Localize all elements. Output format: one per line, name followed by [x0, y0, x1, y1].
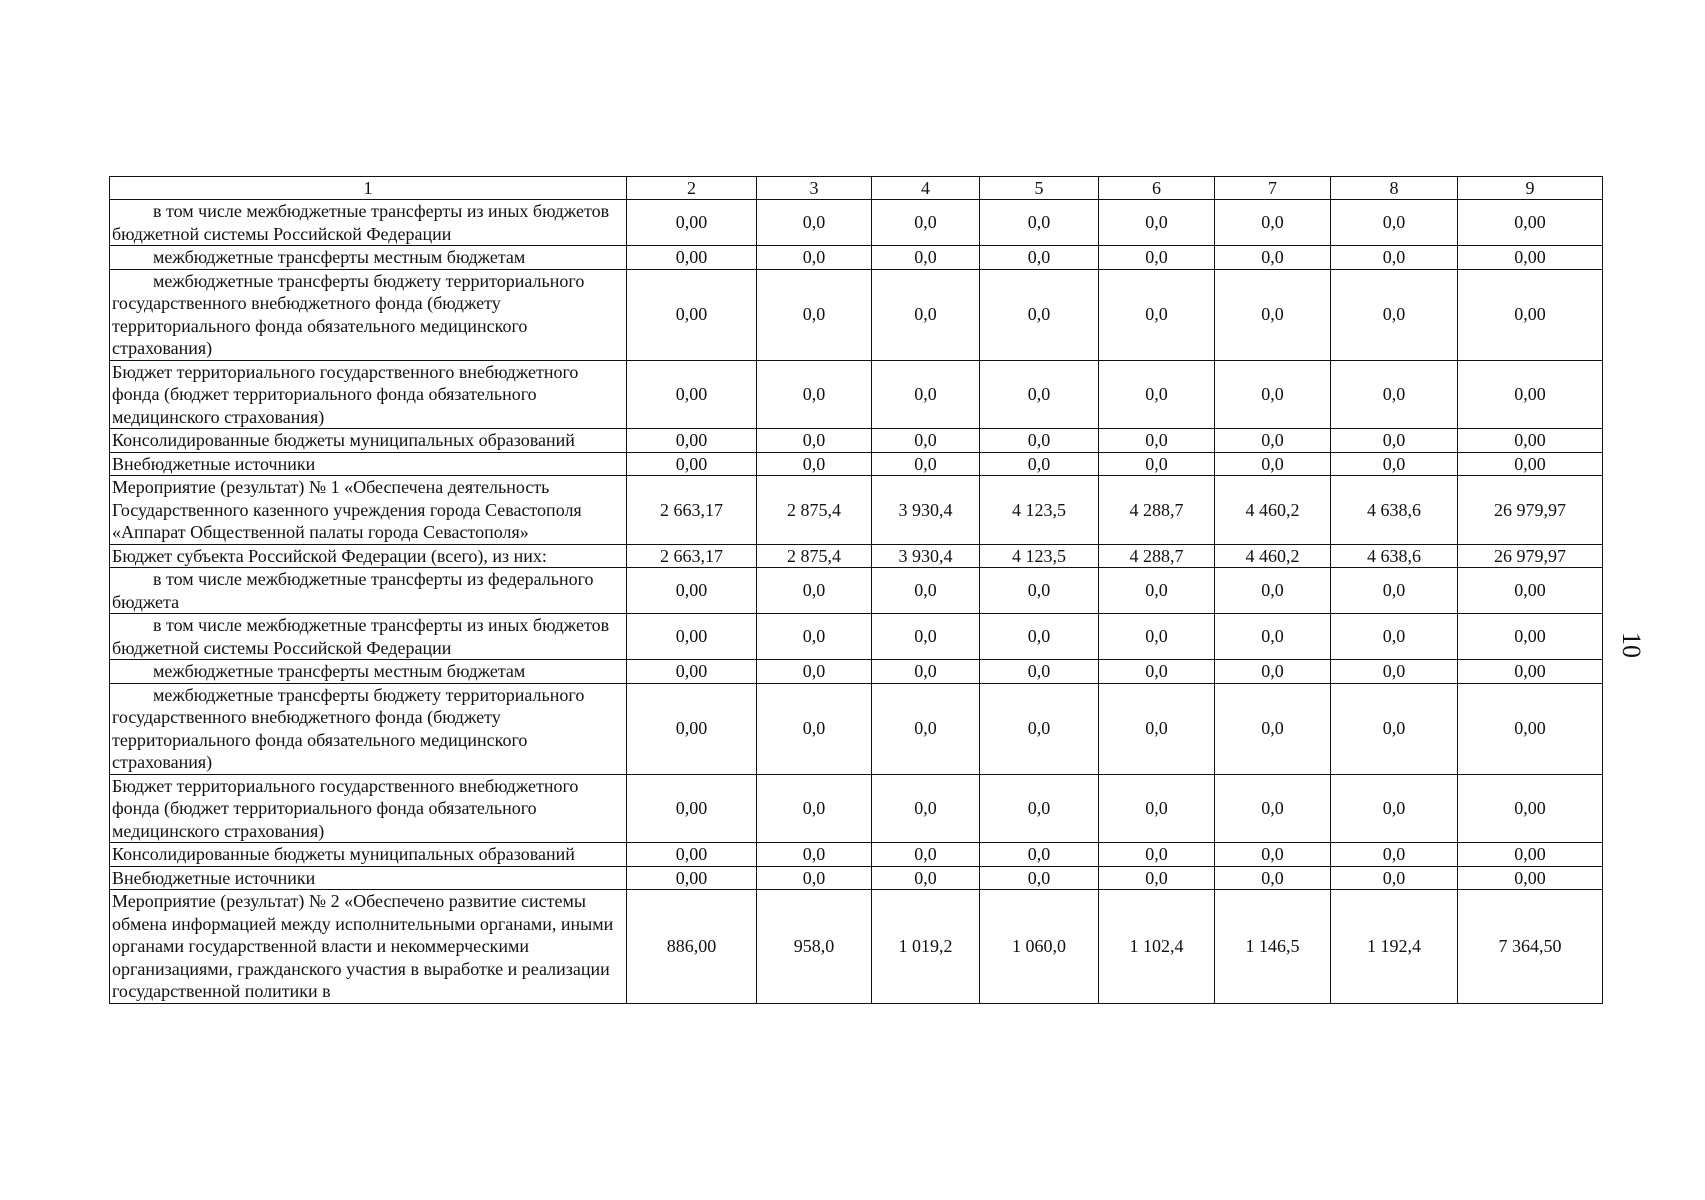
value-cell: 0,00	[1458, 269, 1603, 360]
value-cell: 0,00	[627, 452, 757, 476]
table-row	[110, 269, 1603, 360]
value-cell: 0,0	[1099, 568, 1215, 614]
value-cell: 0,0	[872, 568, 980, 614]
value-cell: 0,0	[1331, 660, 1458, 684]
row-label: в том числе межбюджетные трансферты из иных бюджетов бюджетной системы Российской Федерации	[110, 200, 627, 246]
value-cell: 0,0	[1331, 774, 1458, 843]
value-cell: 7 364,50	[1458, 890, 1603, 1004]
value-cell: 0,00	[1458, 246, 1603, 270]
value-cell: 0,0	[1215, 269, 1331, 360]
value-cell: 0,0	[980, 246, 1099, 270]
value-cell: 1 102,4	[1099, 890, 1215, 1004]
value-cell: 0,0	[757, 360, 872, 429]
value-cell: 0,0	[980, 429, 1099, 453]
value-cell: 0,00	[627, 774, 757, 843]
value-cell: 0,0	[757, 452, 872, 476]
value-cell: 0,0	[980, 360, 1099, 429]
value-cell: 0,0	[1099, 269, 1215, 360]
value-cell: 0,0	[1215, 246, 1331, 270]
table-row	[110, 452, 1603, 476]
value-cell: 0,0	[872, 843, 980, 867]
value-cell: 0,0	[1331, 866, 1458, 890]
value-cell: 0,00	[1458, 452, 1603, 476]
value-cell: 0,0	[1099, 614, 1215, 660]
value-cell: 0,0	[1099, 843, 1215, 867]
value-cell: 0,0	[1331, 360, 1458, 429]
value-cell: 0,00	[1458, 200, 1603, 246]
value-cell: 4 638,6	[1331, 476, 1458, 545]
table-row	[110, 866, 1603, 890]
value-cell: 0,0	[1215, 683, 1331, 774]
column-number: 9	[1458, 177, 1603, 200]
value-cell: 0,0	[1215, 660, 1331, 684]
value-cell: 958,0	[757, 890, 872, 1004]
value-cell: 0,0	[1331, 614, 1458, 660]
value-cell: 0,0	[1099, 429, 1215, 453]
row-label: Мероприятие (результат) № 2 «Обеспечено развитие системы обмена информацией между исполнительными органами, иными органами государственной власти и некоммерческими организациями, гражданского участия в выработке и реализации государственной политики в	[110, 890, 627, 1004]
column-number-row	[110, 177, 1603, 200]
value-cell: 0,00	[1458, 843, 1603, 867]
value-cell: 0,0	[757, 614, 872, 660]
value-cell: 2 875,4	[757, 476, 872, 545]
value-cell: 0,00	[1458, 774, 1603, 843]
page-number: 10	[1617, 632, 1646, 658]
value-cell: 0,0	[1331, 246, 1458, 270]
value-cell: 0,0	[1331, 200, 1458, 246]
row-label: Консолидированные бюджеты муниципальных образований	[110, 429, 627, 453]
column-number: 3	[757, 177, 872, 200]
value-cell: 0,0	[872, 200, 980, 246]
value-cell: 0,0	[1099, 866, 1215, 890]
value-cell: 0,00	[1458, 866, 1603, 890]
value-cell: 0,0	[872, 660, 980, 684]
value-cell: 0,0	[1215, 452, 1331, 476]
value-cell: 0,00	[1458, 614, 1603, 660]
value-cell: 1 192,4	[1331, 890, 1458, 1004]
value-cell: 0,00	[627, 269, 757, 360]
value-cell: 0,0	[1215, 614, 1331, 660]
value-cell: 0,0	[1215, 843, 1331, 867]
row-label: Консолидированные бюджеты муниципальных образований	[110, 843, 627, 867]
value-cell: 0,0	[1331, 683, 1458, 774]
value-cell: 1 146,5	[1215, 890, 1331, 1004]
column-number: 5	[980, 177, 1099, 200]
value-cell: 0,0	[1215, 200, 1331, 246]
row-label: межбюджетные трансферты местным бюджетам	[110, 246, 627, 270]
row-label: Бюджет субъекта Российской Федерации (всего), из них:	[110, 544, 627, 568]
value-cell: 0,0	[1215, 866, 1331, 890]
value-cell: 0,00	[1458, 568, 1603, 614]
value-cell: 0,0	[980, 269, 1099, 360]
value-cell: 0,00	[1458, 360, 1603, 429]
budget-table	[109, 176, 1603, 1004]
value-cell: 0,0	[1099, 360, 1215, 429]
value-cell: 2 663,17	[627, 476, 757, 545]
value-cell: 0,0	[980, 614, 1099, 660]
table-row	[110, 843, 1603, 867]
value-cell: 0,0	[757, 429, 872, 453]
row-label: Внебюджетные источники	[110, 866, 627, 890]
value-cell: 0,00	[627, 843, 757, 867]
value-cell: 0,0	[980, 568, 1099, 614]
value-cell: 0,0	[757, 660, 872, 684]
column-number: 8	[1331, 177, 1458, 200]
value-cell: 0,0	[1099, 452, 1215, 476]
table-body	[110, 177, 1603, 1004]
value-cell: 0,0	[980, 774, 1099, 843]
value-cell: 0,00	[627, 866, 757, 890]
table-row	[110, 568, 1603, 614]
row-label: Бюджет территориального государственного внебюджетного фонда (бюджет территориального фонда обязательного медицинского страхования)	[110, 774, 627, 843]
value-cell: 0,0	[872, 429, 980, 453]
value-cell: 0,0	[757, 269, 872, 360]
value-cell: 0,0	[872, 683, 980, 774]
column-number: 4	[872, 177, 980, 200]
value-cell: 0,0	[872, 614, 980, 660]
column-number: 1	[110, 177, 627, 200]
value-cell: 26 979,97	[1458, 544, 1603, 568]
value-cell: 4 123,5	[980, 476, 1099, 545]
value-cell: 0,0	[1215, 429, 1331, 453]
value-cell: 0,0	[872, 452, 980, 476]
value-cell: 2 875,4	[757, 544, 872, 568]
value-cell: 4 460,2	[1215, 476, 1331, 545]
value-cell: 0,0	[1331, 269, 1458, 360]
value-cell: 0,00	[1458, 660, 1603, 684]
value-cell: 0,0	[980, 452, 1099, 476]
row-label: межбюджетные трансферты бюджету территориального государственного внебюджетного фонда (бюджету территориального фонда обязательного медицинского страхования)	[110, 269, 627, 360]
column-number: 7	[1215, 177, 1331, 200]
value-cell: 4 123,5	[980, 544, 1099, 568]
table-row	[110, 774, 1603, 843]
value-cell: 0,0	[1099, 683, 1215, 774]
table-row	[110, 200, 1603, 246]
table-row	[110, 660, 1603, 684]
value-cell: 0,0	[872, 246, 980, 270]
value-cell: 0,0	[1331, 452, 1458, 476]
value-cell: 0,0	[1215, 568, 1331, 614]
value-cell: 26 979,97	[1458, 476, 1603, 545]
value-cell: 0,0	[1099, 660, 1215, 684]
value-cell: 0,0	[872, 774, 980, 843]
value-cell: 0,0	[1331, 568, 1458, 614]
value-cell: 0,00	[627, 429, 757, 453]
row-label: межбюджетные трансферты местным бюджетам	[110, 660, 627, 684]
table-row	[110, 476, 1603, 545]
value-cell: 3 930,4	[872, 544, 980, 568]
value-cell: 3 930,4	[872, 476, 980, 545]
value-cell: 0,00	[1458, 429, 1603, 453]
value-cell: 0,00	[1458, 683, 1603, 774]
value-cell: 0,0	[1099, 774, 1215, 843]
value-cell: 0,00	[627, 683, 757, 774]
value-cell: 0,0	[757, 568, 872, 614]
table-row	[110, 683, 1603, 774]
value-cell: 2 663,17	[627, 544, 757, 568]
value-cell: 0,0	[872, 360, 980, 429]
value-cell: 886,00	[627, 890, 757, 1004]
row-label: Мероприятие (результат) № 1 «Обеспечена деятельность Государственного казенного учреждения города Севастополя «Аппарат Общественной палаты города Севастополя»	[110, 476, 627, 545]
table-row	[110, 246, 1603, 270]
value-cell: 4 638,6	[1331, 544, 1458, 568]
value-cell: 0,0	[1215, 360, 1331, 429]
table-row	[110, 544, 1603, 568]
table-row	[110, 360, 1603, 429]
value-cell: 1 060,0	[980, 890, 1099, 1004]
value-cell: 0,00	[627, 200, 757, 246]
value-cell: 0,0	[980, 200, 1099, 246]
value-cell: 0,0	[1331, 429, 1458, 453]
row-label: межбюджетные трансферты бюджету территориального государственного внебюджетного фонда (бюджету территориального фонда обязательного медицинского страхования)	[110, 683, 627, 774]
value-cell: 0,0	[980, 843, 1099, 867]
value-cell: 0,0	[757, 774, 872, 843]
table-row	[110, 614, 1603, 660]
value-cell: 0,0	[1099, 246, 1215, 270]
value-cell: 0,0	[872, 866, 980, 890]
value-cell: 4 288,7	[1099, 544, 1215, 568]
value-cell: 0,0	[1099, 200, 1215, 246]
column-number: 6	[1099, 177, 1215, 200]
value-cell: 0,0	[980, 683, 1099, 774]
column-number: 2	[627, 177, 757, 200]
value-cell: 0,0	[757, 843, 872, 867]
value-cell: 0,0	[980, 866, 1099, 890]
value-cell: 0,0	[757, 246, 872, 270]
value-cell: 0,0	[757, 683, 872, 774]
value-cell: 4 460,2	[1215, 544, 1331, 568]
value-cell: 0,0	[980, 660, 1099, 684]
value-cell: 0,0	[757, 200, 872, 246]
row-label: Бюджет территориального государственного внебюджетного фонда (бюджет территориального фонда обязательного медицинского страхования)	[110, 360, 627, 429]
row-label: в том числе межбюджетные трансферты из федерального бюджета	[110, 568, 627, 614]
value-cell: 0,00	[627, 660, 757, 684]
row-label: Внебюджетные источники	[110, 452, 627, 476]
value-cell: 0,0	[1331, 843, 1458, 867]
value-cell: 0,00	[627, 246, 757, 270]
value-cell: 1 019,2	[872, 890, 980, 1004]
value-cell: 0,0	[1215, 774, 1331, 843]
value-cell: 0,0	[872, 269, 980, 360]
table-row	[110, 429, 1603, 453]
value-cell: 0,0	[757, 866, 872, 890]
value-cell: 0,00	[627, 614, 757, 660]
value-cell: 0,00	[627, 568, 757, 614]
row-label: в том числе межбюджетные трансферты из иных бюджетов бюджетной системы Российской Федерации	[110, 614, 627, 660]
table-row	[110, 890, 1603, 1004]
value-cell: 4 288,7	[1099, 476, 1215, 545]
value-cell: 0,00	[627, 360, 757, 429]
